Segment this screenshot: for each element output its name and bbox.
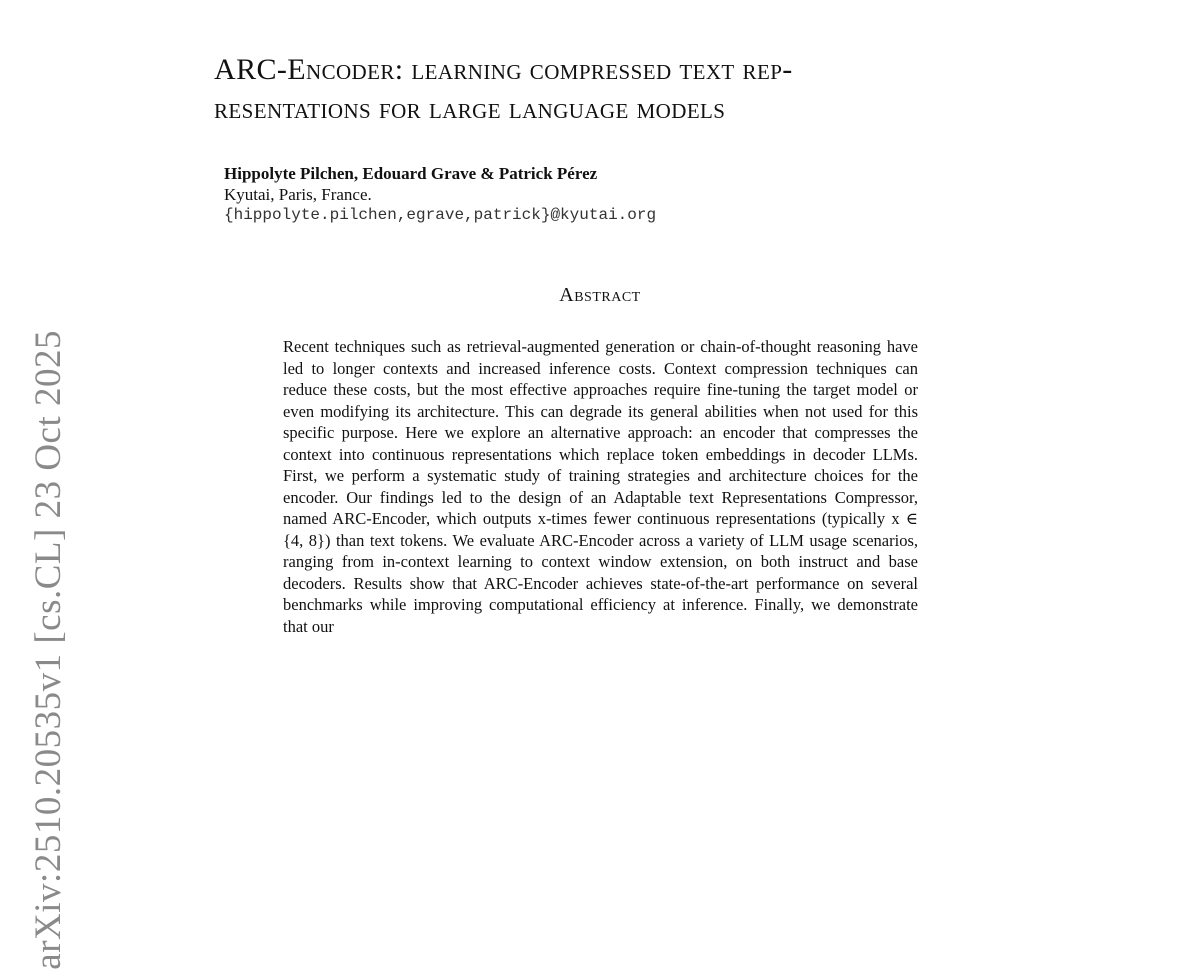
abstract-heading: Abstract bbox=[559, 284, 641, 306]
paper-title bbox=[214, 50, 1014, 128]
author-affiliation: Kyutai, Paris, France. bbox=[224, 185, 372, 204]
title-line-2: resentations for large language models bbox=[214, 92, 726, 125]
title-line-1: Encoder: learning compressed text rep- bbox=[287, 53, 793, 86]
arxiv-identifier: arXiv:2510.20535v1 [cs.CL] 23 Oct 2025 bbox=[28, 330, 69, 970]
author-block bbox=[224, 163, 656, 226]
title-prefix: ARC- bbox=[214, 53, 288, 86]
author-names: Hippolyte Pilchen, Edouard Grave & Patrick Pérez bbox=[224, 164, 598, 183]
author-email: {hippolyte.pilchen,egrave,patrick}@kyutai.org bbox=[224, 206, 657, 224]
arxiv-side-stamp bbox=[14, 330, 84, 970]
abstract-text: Recent techniques such as retrieval-augmented generation or chain-of-thought reasoning have led to longer contexts and increased inference costs. Context compression techniques can reduce these costs, but the most effective approaches require fine-tuning the target model or even modifying its architecture. This can degrade its general abilities when not used for this specific purpose. Here we explore an alternative approach: an encoder that compresses the context into continuous representations which replace token embeddings in decoder LLMs. First, we perform a systematic study of training strategies and architecture choices for the encoder. Our findings led to the design of an Adaptable text Representations Compressor, named ARC-Encoder, which outputs x-times fewer continuous representations (typically x ∈ {4, 8}) than text tokens. We evaluate ARC-Encoder across a variety of LLM usage scenarios, ranging from in-context learning to context window extension, on both instruct and base decoders. Results show that ARC-Encoder achieves state-of-the-art performance on several benchmarks while improving computational efficiency at inference. Finally, we demonstrate that our bbox=[283, 337, 918, 636]
